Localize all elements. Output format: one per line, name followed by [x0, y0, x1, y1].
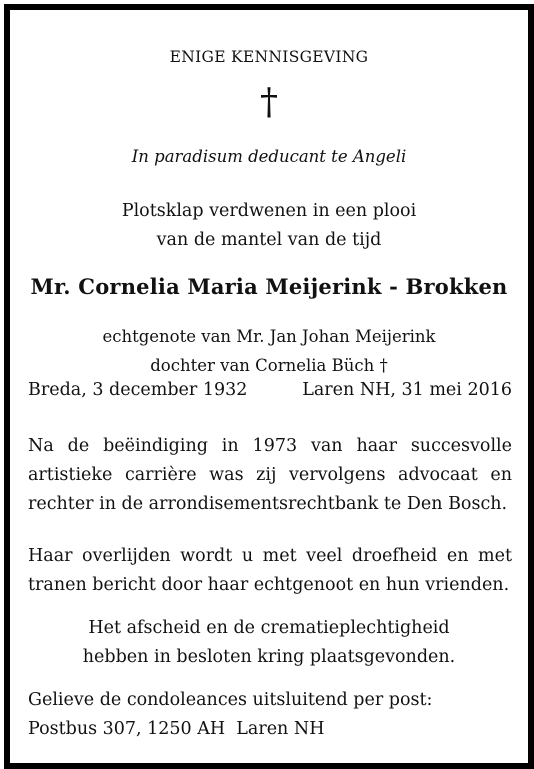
condolence-address [28, 686, 432, 744]
death-date: Laren NH, 31 mei 2016 [302, 380, 512, 400]
funeral-line-1: Het afscheid en de crematieplechtigheid [88, 618, 450, 638]
cross-icon: † [260, 82, 278, 123]
funeral-line-2: hebben in besloten kring plaatsgevonden. [82, 647, 456, 667]
deceased-name: Mr. Cornelia Maria Meijerink - Brokken [30, 274, 508, 299]
announcement-paragraph: Haar overlijden wordt u met veel droefheid en met tranen bericht door haar echtgenoot en hun vrienden. [28, 546, 512, 595]
postal-address: Postbus 307, 1250 AH Laren NH [28, 719, 325, 739]
life-dates [28, 380, 512, 400]
motto: In paradisum deducant te Angeli [131, 147, 407, 166]
relations [10, 322, 528, 380]
verse-line-2: van de mantel van de tijd [156, 230, 382, 250]
relation-mother: dochter van Cornelia Büch † [150, 356, 388, 375]
verse-line-1: Plotsklap verdwenen in een plooi [121, 201, 417, 221]
notice-heading: ENIGE KENNISGEVING [169, 48, 369, 66]
relation-spouse: echtgenote van Mr. Jan Johan Meijerink [102, 327, 436, 346]
verse [10, 197, 528, 255]
death-notice-card [4, 4, 534, 769]
career-paragraph: Na de beëindiging in 1973 van haar succesvolle artistieke carrière was zij vervolgens advocaat en rechter in de arrondisementsrechtbank te Den Bosch. [28, 436, 512, 514]
birth-date: Breda, 3 december 1932 [28, 380, 248, 400]
funeral-paragraph [10, 614, 528, 672]
condolence-instruction: Gelieve de condoleances uitsluitend per post: [28, 690, 433, 710]
